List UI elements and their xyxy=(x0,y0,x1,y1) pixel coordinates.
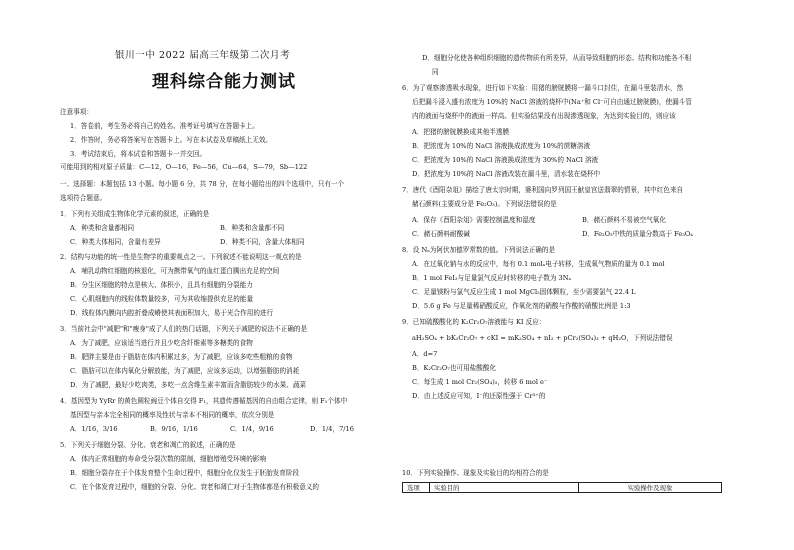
left-line: 2．作答时，务必将答案写在答题卡上。写在本试卷及草稿纸上无效。 xyxy=(70,136,273,144)
left-line: C．1/4，9/16 xyxy=(230,425,274,433)
left-line: 注意事项： xyxy=(60,108,93,116)
left-line: 2．结构与功能的统一性是生物学的重要观点之一。下列叙述不能说明这一观点的是 xyxy=(60,253,302,261)
left-line: C．心肌细胞内的线粒体数量较多，可为其收缩提供充足的能量 xyxy=(70,295,254,303)
left-line: D．为了减肥，最好少吃肉类，多吃一点含维生素丰富而含脂肪较少的水果、蔬菜 xyxy=(70,381,307,389)
right-line: 6．为了观察渗透吸水现象，进行如下实验：用猪的膀胱膜将一漏斗口封住，在漏斗里装清水，然 xyxy=(402,84,684,92)
right-line: 同 xyxy=(432,68,439,76)
right-line: 后把漏斗浸入盛有浓度为 10%的 NaCl 溶液的烧杯中(Na⁺和 Cl⁻可自由通过膀胱膜)，使漏斗管 xyxy=(412,98,692,106)
right-line: B．1 mol FeI₂与足量氯气反应时转移的电子数为 3Nₐ xyxy=(412,274,572,282)
right-line: C．足量镁粉与氯气反应生成 1 mol MgCl₂固体颗粒，至少需要氯气 22.4 L xyxy=(412,288,636,296)
right-line: A．把猪的膀胱膜换成其他半透膜 xyxy=(412,128,510,136)
left-line: A．哺乳动物红细胞的核退化，可为携带氧气的血红蛋白腾出充足的空间 xyxy=(70,267,280,275)
left-line: 可能用到的相对原子质量：C—12，O—16，Fe—56，Cu—64，S—79，Sb—122 xyxy=(60,163,308,171)
right-line: C．把浓度为 10%的 NaCl 溶液换成浓度为 30%的 NaCl 溶液 xyxy=(412,156,599,164)
left-line: B．分生区细胞的特点是核大、体积小，且具有细胞的分裂能力 xyxy=(70,281,253,289)
right-line: 10．下列实验操作、现象及实验目的均相符合的是 xyxy=(402,469,549,477)
right-line: D．Fe₂O₃中铁的质量分数高于 Fe₃O₄ xyxy=(582,230,693,238)
right-line: A．在过氧化钠与水的反应中，每有 0.1 molₐ电子转移，生成氧气物质的量为 0.1 mol xyxy=(412,260,665,268)
right-line: A．d=7 xyxy=(412,350,438,358)
left-line: D．1/4，7/16 xyxy=(310,425,354,433)
right-line: B．K₂Cr₂O₇也可用盐酸酸化 xyxy=(412,364,497,372)
right-line: aH₂SO₄ + bK₂Cr₂O₇ + cKI = mK₂SO₄ + nI₂ + pCr₂(SO₄)₃ + qH₂O，下列说法错误 xyxy=(412,334,673,342)
left-line: 一、选择题：本题包括 13 小题。每小题 6 分，共 78 分，在每小题给出的四个选项中，只有一个 xyxy=(60,180,345,188)
left-line: D．线粒体内膜向内腔折叠成嵴使其表面积加大，易于光合作用的进行 xyxy=(70,309,274,317)
table-header-purpose: 实验目的 xyxy=(430,483,579,493)
left-line: D．种类不同，含量大体相同 xyxy=(220,238,305,246)
left-line: B．种类和含量都不同 xyxy=(220,224,285,232)
left-line: 理科综合能力测试 xyxy=(152,72,296,92)
left-line: 基因型与亲本完全相同的概率及性状与亲本不相同的概率，依次分别是 xyxy=(70,411,275,419)
right-line: C．赭石颜料耐酸碱 xyxy=(412,230,470,238)
left-line: A．为了减肥，应该适当进行并且少吃含纤维素等多糖类的食物 xyxy=(70,339,253,347)
left-line: C．种类大体相同，含量有差异 xyxy=(70,238,161,246)
left-line: 4．基因型为 YyRr 的黄色圆粒豌豆个体自交得 F₁，其遗传遵循基因的自由组合定律，则 F₁个体中 xyxy=(60,397,348,405)
left-line: B．细胞分裂存在于个体发育整个生命过程中，细胞分化仅发生于胚胎发育阶段 xyxy=(70,469,300,477)
right-line: C．每生成 1 mol Cr₂(SO₄)₃，转移 6 mol e⁻ xyxy=(412,378,548,386)
right-line: D．把浓度为 10%的 NaCl 溶液改装在漏斗里，清水装在烧杯中 xyxy=(412,170,601,178)
left-line: 1．下列有关组成生物体化学元素的叙述，正确的是 xyxy=(60,210,210,218)
right-line: D．5.6 g Fe 与足量稀硝酸反应，作氧化剂的硝酸与作酸的硝酸比例是 1:3 xyxy=(412,302,631,310)
right-line: D．由上述反应可知，I⁻的还原性强于 Cr³⁺的 xyxy=(412,392,546,400)
left-line: 选项符合题意。 xyxy=(60,194,107,202)
left-line: B．9/16，1/16 xyxy=(150,425,198,433)
right-line: 8．设 Nₐ为阿伏加德罗常数的值。下列说法正确的是 xyxy=(402,246,556,254)
left-line: 5．下列关于细胞分裂、分化、衰老和凋亡的叙述，正确的是 xyxy=(60,441,236,449)
right-line: 9．已知硫酸酸化的 K₂Cr₂O₇溶液能与 KI 反应： xyxy=(402,318,546,326)
right-line: 7．唐代《酉阳杂俎》描绘了唐太宗时期，婆利国向罗列国王献皇宫送翡翠的情景，其中红色来自 xyxy=(402,186,684,194)
left-line: A．体内正常细胞的寿命受分裂次数的限制，细胞增殖受环境的影响 xyxy=(70,455,266,463)
table-header-row xyxy=(403,483,722,493)
left-line: C．脂肪可以在体内氧化分解放能，为了减肥，应该多运动，以增强脂肪的消耗 xyxy=(70,367,300,375)
right-line: A．保存《酉阳杂俎》需要控制温度和湿度 xyxy=(412,216,536,224)
right-line: B．把浓度为 10%的 NaCl 溶液换成浓度为 10%的蔗糖溶液 xyxy=(412,142,591,150)
experiment-table xyxy=(402,482,722,493)
left-line: 3．当前社会中"减肥"和"瘦身"成了人们的热门话题，下列关于减肥的说法不正确的是 xyxy=(60,325,308,333)
left-line: C．在个体发育过程中，细胞的分裂、分化、衰老和凋亡对于生物体都是有积极意义的 xyxy=(70,483,320,491)
left-line: 3．考试结束后，将本试卷和答题卡一并交回。 xyxy=(70,150,207,158)
left-line: A．种类和含量都相同 xyxy=(70,224,135,232)
table-header-operation: 实验操作及现象 xyxy=(579,483,722,493)
right-line: B．赭石颜料不易被空气氧化 xyxy=(582,216,666,224)
left-line: B．肥胖主要是由于脂肪在体内积累过多，为了减肥，应该多吃些粗粮的食物 xyxy=(70,353,293,361)
left-line: 银川一中 2022 届高三年级第二次月考 xyxy=(115,50,291,61)
table-header-option: 选项 xyxy=(403,483,430,493)
left-line: 1．答卷前，考生务必将自己的姓名、准考证号填写在答题卡上。 xyxy=(70,122,259,130)
right-line: 内的液面与烧杯中的液面一样高。但实验结果没有出现渗透现象，为达到实验目的，则应该 xyxy=(412,112,676,120)
right-line: 赭石颜料(主要成分是 Fe₂O₃)。下列说法错误的是 xyxy=(412,200,557,208)
right-line: D．细胞分化使各种组织细胞的遗传物质有所差异，从而导致细胞的形态、结构和功能各不相 xyxy=(422,54,692,62)
left-line: A．1/16，3/16 xyxy=(70,425,118,433)
